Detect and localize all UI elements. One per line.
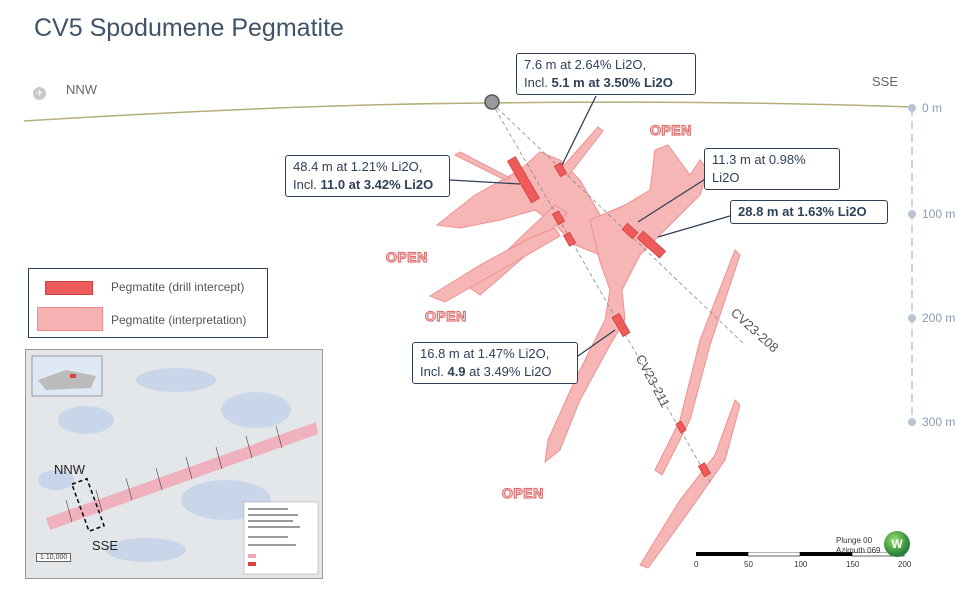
scale-tick-150: 150 bbox=[846, 560, 860, 569]
callout-line: 28.8 m at 1.63% Li2O bbox=[738, 204, 867, 219]
direction-label-nnw: NNW bbox=[66, 82, 98, 97]
callout-line: 48.4 m at 1.21% Li2O, bbox=[293, 159, 423, 174]
callout-line: 16.8 m at 1.47% Li2O, bbox=[420, 346, 550, 361]
depth-label-200: 200 m bbox=[922, 311, 956, 325]
callout-incl: Incl. 4.9 at 3.49% Li2O bbox=[420, 364, 552, 379]
open-label-bottom: OPEN bbox=[502, 485, 544, 501]
callout-11-3m bbox=[704, 148, 840, 190]
depth-label-100: 100 m bbox=[922, 207, 956, 221]
callout-line: 7.6 m at 2.64% Li2O, bbox=[524, 57, 647, 72]
scale-tick-0: 0 bbox=[694, 560, 699, 569]
legend bbox=[28, 268, 268, 338]
page-title: CV5 Spodumene Pegmatite bbox=[34, 14, 344, 42]
open-label-west-upper: OPEN bbox=[386, 249, 428, 265]
scale-tick-200: 200 bbox=[898, 560, 912, 569]
ground-surface-line bbox=[24, 102, 912, 121]
inset-label-nnw: NNW bbox=[54, 462, 86, 477]
callout-16-8m bbox=[412, 342, 578, 384]
pegmatite-interp-east-lower bbox=[640, 400, 740, 568]
depth-label-300: 300 m bbox=[922, 415, 956, 429]
callout-28-8m bbox=[730, 200, 888, 224]
plunge-label: Plunge 00 bbox=[836, 536, 873, 545]
pegmatite-interp-lower-thin bbox=[430, 228, 560, 302]
pegmatite-interp-west-sliver bbox=[455, 152, 510, 180]
open-label-west-lower: OPEN bbox=[425, 308, 467, 324]
callout-48-4m bbox=[285, 155, 450, 197]
depth-tick-300 bbox=[908, 418, 916, 426]
inset-label-sse: SSE bbox=[92, 538, 119, 553]
callout-incl: Incl. 11.0 at 3.42% Li2O bbox=[293, 177, 434, 192]
legend-label-intercept: Pegmatite (drill intercept) bbox=[111, 280, 245, 294]
depth-tick-100 bbox=[908, 210, 916, 218]
scale-tick-100: 100 bbox=[794, 560, 808, 569]
callout-incl: Incl. 5.1 m at 3.50% Li2O bbox=[524, 75, 673, 90]
compass-icon: ✈ bbox=[33, 87, 46, 100]
callout-line: 11.3 m at 0.98% Li2O bbox=[712, 152, 806, 185]
orientation-globe-icon: W bbox=[884, 531, 910, 557]
inset-map bbox=[25, 349, 323, 579]
azimuth-label: Azimuth 069 bbox=[836, 546, 881, 555]
open-label-upper-right: OPEN bbox=[650, 122, 692, 138]
legend-swatch-intercept bbox=[45, 281, 93, 295]
depth-label-0: 0 m bbox=[922, 101, 943, 115]
scale-tick-50: 50 bbox=[744, 560, 753, 569]
drill-collar bbox=[485, 95, 499, 109]
drill-hole-label-cv23-208: CV23-208 bbox=[727, 305, 782, 356]
depth-tick-0 bbox=[908, 104, 916, 112]
pegmatite-interp-top-sliver bbox=[560, 127, 603, 176]
orientation-info bbox=[836, 536, 880, 556]
legend-label-interpretation: Pegmatite (interpretation) bbox=[111, 313, 247, 327]
legend-swatch-interpretation bbox=[37, 307, 103, 331]
direction-label-sse: SSE bbox=[872, 74, 899, 89]
depth-tick-200 bbox=[908, 314, 916, 322]
callout-7-6m bbox=[516, 53, 696, 95]
inset-scale: 1:10,000 bbox=[36, 553, 71, 562]
drill-hole-label-cv23-211: CV23-211 bbox=[632, 352, 674, 410]
